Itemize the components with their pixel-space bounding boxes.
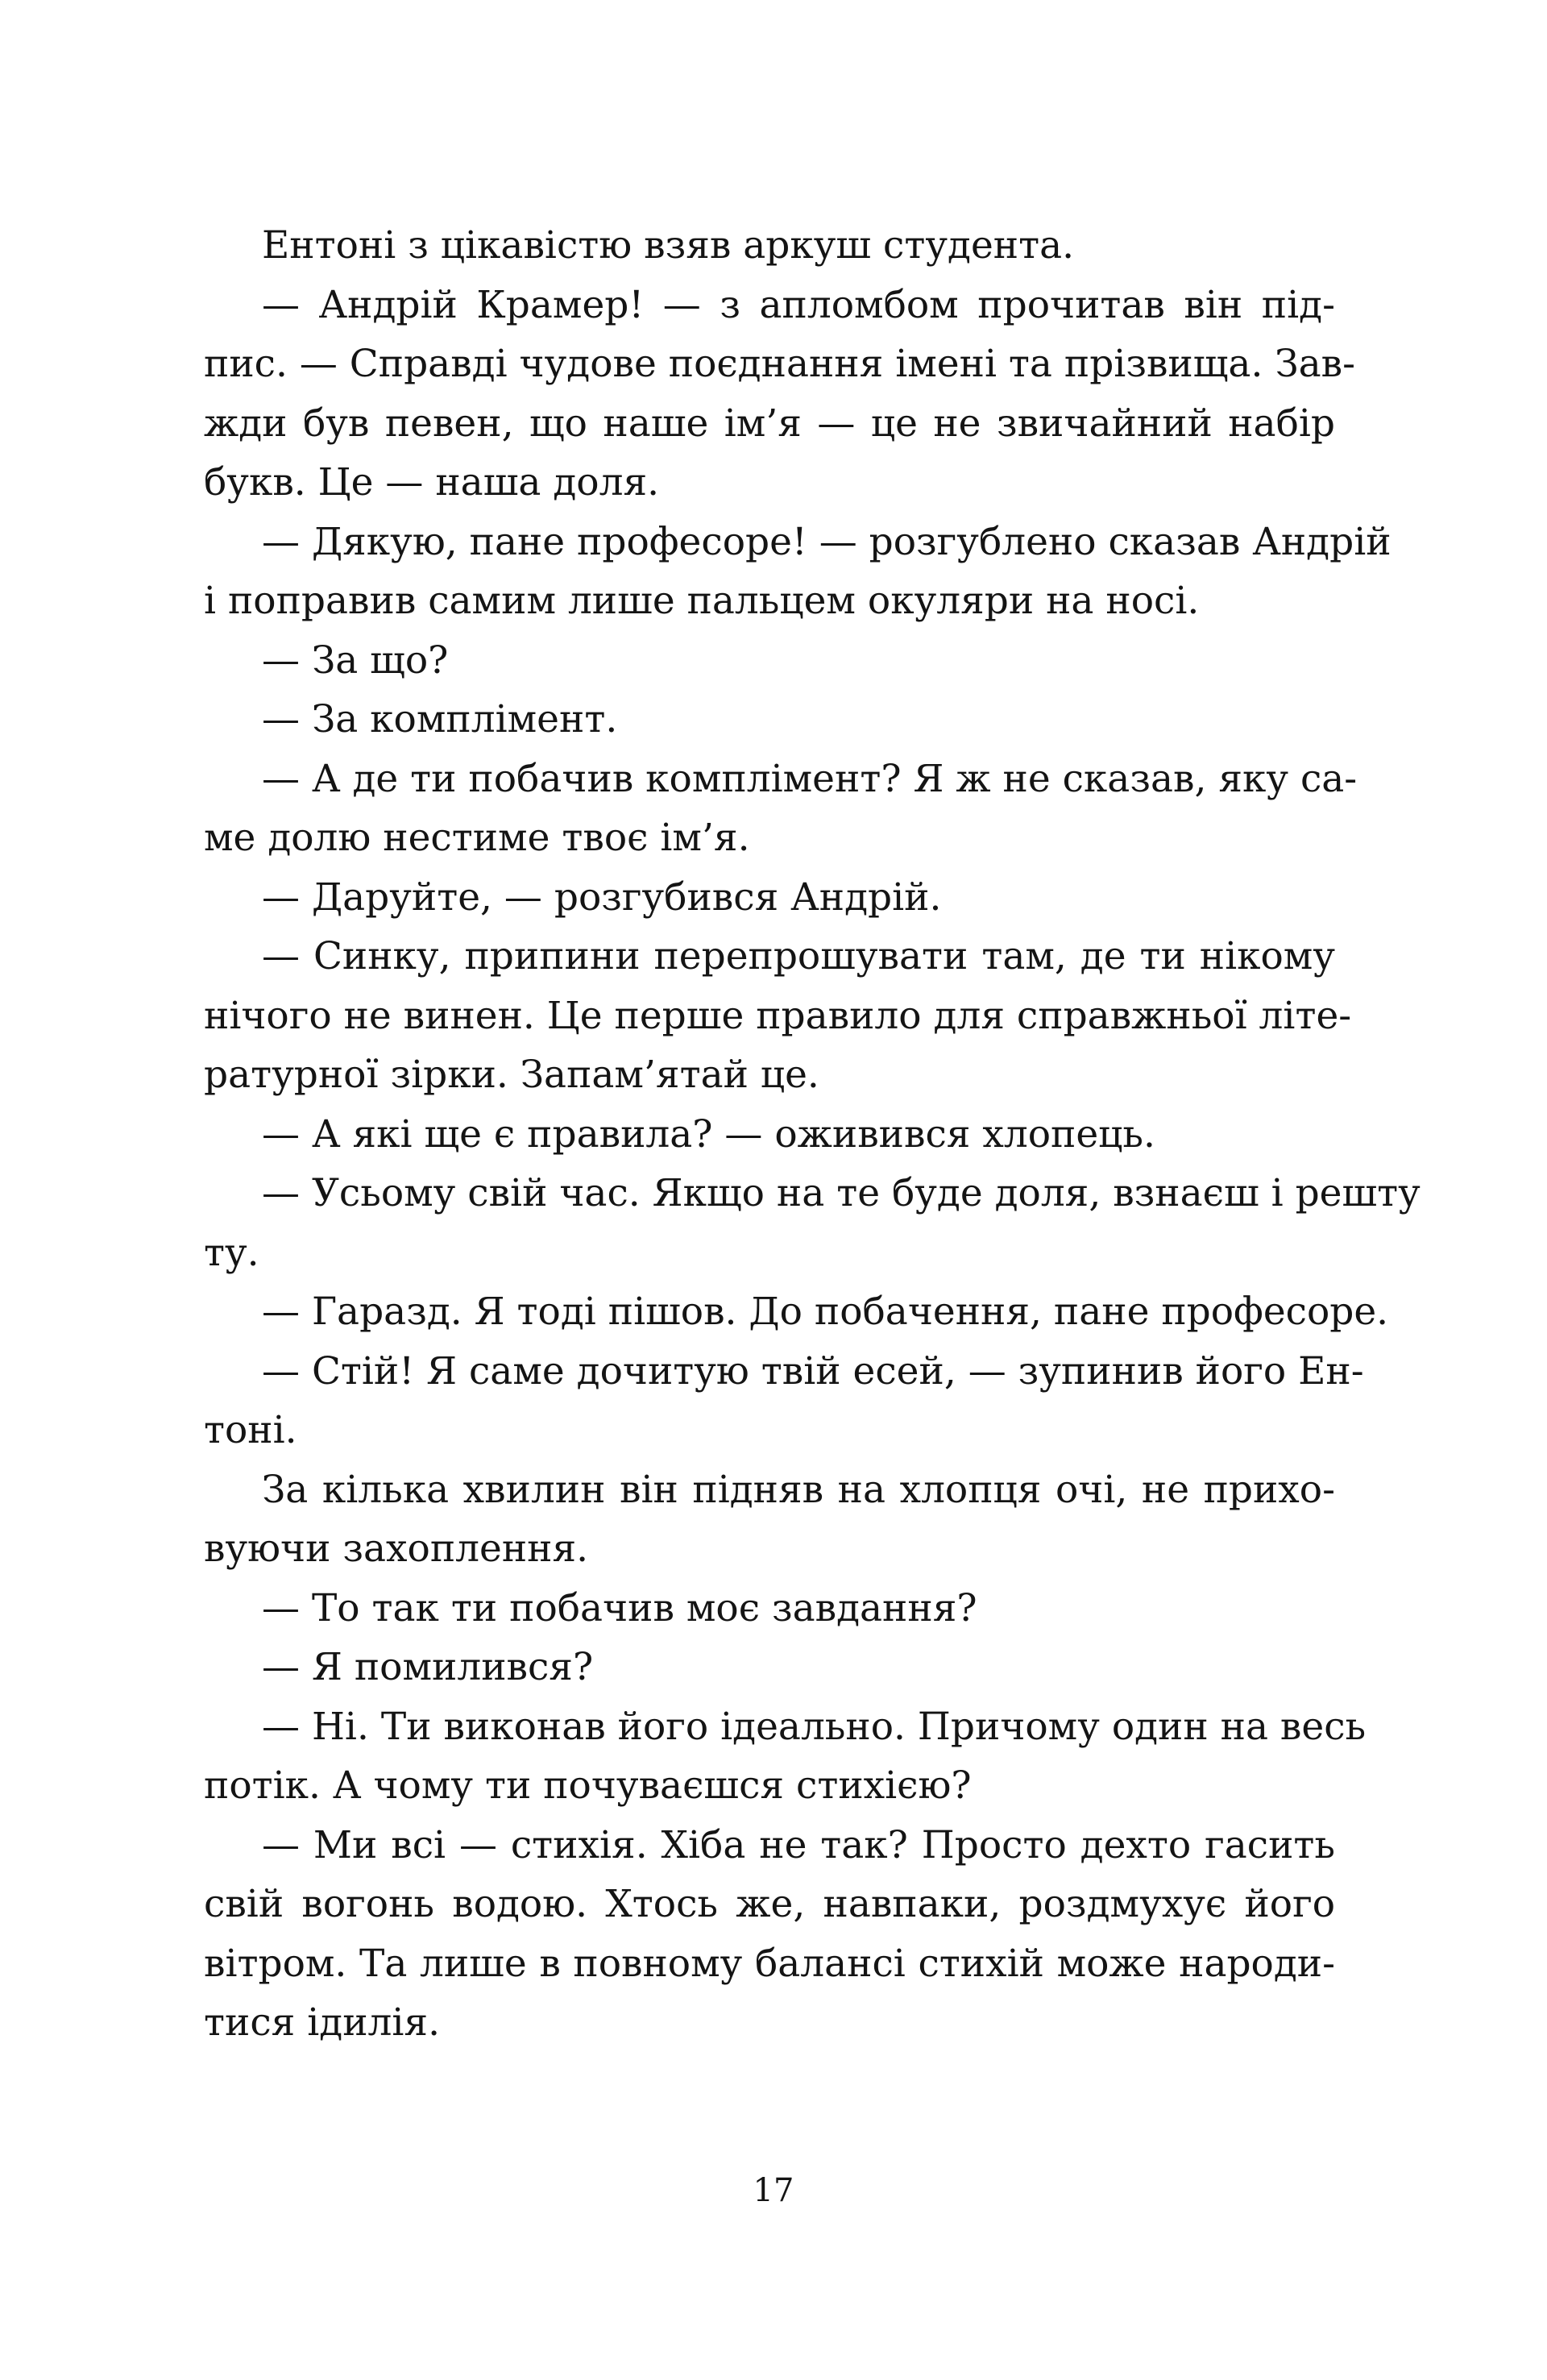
text-line: — Ні. Ти виконав його ідеально. Причому один на весь <box>262 1704 1367 1749</box>
page-number: 17 <box>753 2172 794 2209</box>
text-line: ме долю нестиме твоє ім’я. <box>204 816 750 860</box>
text-line: — Дякую, пане професоре! — розгублено сказав Андрій <box>262 519 1391 564</box>
text-line: — Синку, припини перепрошувати там, де ти нікому <box>262 934 1335 978</box>
text-line: — Даруйте, — розгубився Андрій. <box>262 874 942 920</box>
text-line: — Я помилився? <box>262 1645 594 1689</box>
text-line: пис. — Справді чудове поєднання імені та прізвища. Зав- <box>204 342 1355 386</box>
text-line: вітром. Та лише в повному балансі стихій може народи- <box>204 1941 1335 1986</box>
text-line: Ентоні з цікавістю взяв аркуш студента. <box>262 223 1075 268</box>
text-line: і поправив самим лише пальцем окуляри на носі. <box>204 579 1200 623</box>
text-line: — А де ти побачив комплімент? Я ж не сказав, яку са- <box>262 756 1358 801</box>
text-line: тися ідилія. <box>204 2000 441 2045</box>
text-line: — За що? <box>262 638 449 683</box>
text-line: — Гаразд. Я тоді пішов. До побачення, пане професоре. <box>262 1290 1389 1334</box>
text-line: ратурної зірки. Запам’ятай це. <box>204 1053 819 1097</box>
text-line: ту. <box>204 1230 259 1275</box>
text-line: букв. Це — наша доля. <box>204 460 660 505</box>
text-line: — Усьому свій час. Якщо на те буде доля, взнаєш і решту <box>262 1171 1421 1215</box>
text-line: потік. А чому ти почуваєшся стихією? <box>204 1763 972 1808</box>
text-line: — Стій! Я саме дочитую твій есей, — зупинив його Ен- <box>262 1348 1364 1394</box>
text-line: нічого не винен. Це перше правило для справжньої літе- <box>204 993 1352 1038</box>
text-line: свій вогонь водою. Хтось же, навпаки, роздмухує його <box>204 1882 1335 1926</box>
text-line: — Андрій Крамер! — з апломбом прочитав він під- <box>262 282 1335 327</box>
text-line: — То так ти побачив моє завдання? <box>262 1585 977 1630</box>
text-line: — А які ще є правила? — оживився хлопець. <box>262 1111 1155 1157</box>
text-line: жди був певен, що наше ім’я — це не звичайний набір <box>204 401 1335 446</box>
text-line: — За комплімент. <box>262 697 618 741</box>
body-text <box>204 216 1421 2053</box>
text-line: тоні. <box>204 1408 297 1452</box>
text-line: За кілька хвилин він підняв на хлопця очі, не прихо- <box>262 1467 1335 1512</box>
text-line: — Ми всі — стихія. Хіба не так? Просто дехто гасить <box>262 1822 1335 1867</box>
text-line: вуючи захоплення. <box>204 1526 589 1571</box>
